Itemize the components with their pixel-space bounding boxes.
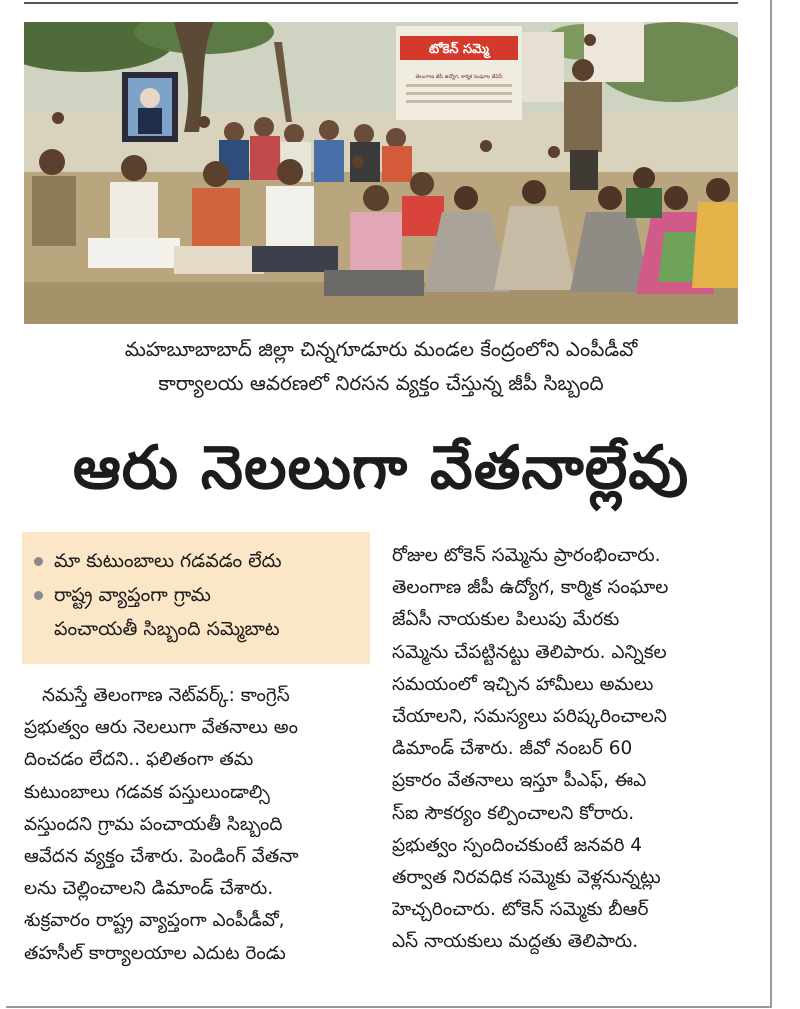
photo-caption	[24, 332, 738, 400]
body-line: ప్రకారం వేతనాలు ఇస్తూ పీఎఫ్‌, ఈఎ	[392, 770, 647, 792]
body-line: దించడం లేదని.. ఫలితంగా తమ	[24, 749, 254, 771]
highlight-item	[32, 544, 358, 578]
body-line: ప్రభుత్వం స్పందించకుంటే జనవరి 4	[392, 834, 643, 856]
body-line: నమస్తే తెలంగాణ నెట్‌వర్క్‌: కాంగ్రెస్‌	[42, 685, 290, 706]
bullet-icon	[34, 557, 43, 566]
body-line: తర్వాత నిరవధిక సమ్మెకు వెళ్లనున్నట్లు	[392, 867, 661, 889]
body-line: చేయాలని, సమస్యలు పరిష్కరించాలని	[392, 706, 667, 728]
highlight-item	[32, 578, 358, 646]
body-line: సమయంలో ఇచ్చిన హామీలు అమలు	[392, 673, 654, 695]
body-column-right	[392, 540, 738, 959]
caption-line-2: కార్యాలయ ఆవరణలో నిరసన వ్యక్తం చేస్తున్న జీపీ సిబ్బంది	[158, 371, 604, 395]
caption-line-1: మహబూబాబాద్ జిల్లా చిన్నగూడూరు మండల కేంద్రంలోని ఎంపీడీవో	[124, 337, 638, 361]
body-line: వస్తుందని గ్రామ పంచాయతీ సిబ్బంది	[24, 813, 283, 835]
bullet-icon	[34, 591, 43, 600]
highlight-text: మా కుటుంబాలు గడవడం లేదు	[54, 550, 282, 572]
body-line: లను చెల్లించాలని డిమాండ్‌ చేశారు.	[24, 878, 274, 900]
body-line: డిమాండ్‌ చేశారు. జీవో నంబర్‌ 60	[392, 738, 633, 760]
body-line: కుటుంబాలు గడవక పస్తులుండాల్సి	[24, 781, 270, 803]
body-line: ఎస్‌ నాయకులు మద్దతు తెలిపారు.	[392, 931, 639, 953]
news-photo	[24, 22, 738, 324]
body-line: ఆవేదన వ్యక్తం చేశారు. పెండింగ్‌ వేతనా	[24, 846, 299, 868]
body-line: జేఏసీ నాయకుల పిలుపు మేరకు	[392, 609, 620, 631]
body-line: ప్రభుత్వం ఆరు నెలలుగా వేతనాలు అం	[24, 717, 298, 739]
highlight-text: రాష్ట్ర వ్యాప్తంగా గ్రామ	[54, 584, 211, 606]
headline: ఆరు నెలలుగా వేతనాల్లేవు	[72, 433, 690, 503]
body-line: తెలంగాణ జీపీ ఉద్యోగ, కార్మిక సంఘాల	[392, 577, 669, 599]
highlight-text: పంచాయతీ సిబ్బంది సమ్మెబాట	[54, 618, 280, 640]
body-line: సమ్మెను చేపట్టినట్టు తెలిపారు. ఎన్నికల	[392, 641, 667, 663]
body-line: రోజుల టోకెన్‌ సమ్మెను ప్రారంభించారు.	[392, 545, 661, 566]
banner-text: టోకెన్ సమ్మె	[429, 42, 489, 57]
body-line: హెచ్చరించారు. టోకెన్‌ సమ్మెకు బీఆర్‌	[392, 899, 649, 921]
body-line: స్‌ఐ సౌకర్యం కల్పించాలని కోరారు.	[392, 802, 635, 824]
banner-subtext: తెలంగాణ జీపీ ఉద్యోగ, కార్మిక సంఘాల జేఏసీ	[415, 74, 503, 80]
highlights-box	[22, 532, 370, 664]
body-line: తహసీల్‌ కార్యాలయాల ఎదుట రెండు	[24, 942, 286, 964]
body-line: శుక్రవారం రాష్ట్ర వ్యాప్తంగా ఎంపీడీవో,	[24, 910, 285, 932]
top-rule	[24, 2, 738, 4]
body-column-left	[24, 680, 370, 970]
